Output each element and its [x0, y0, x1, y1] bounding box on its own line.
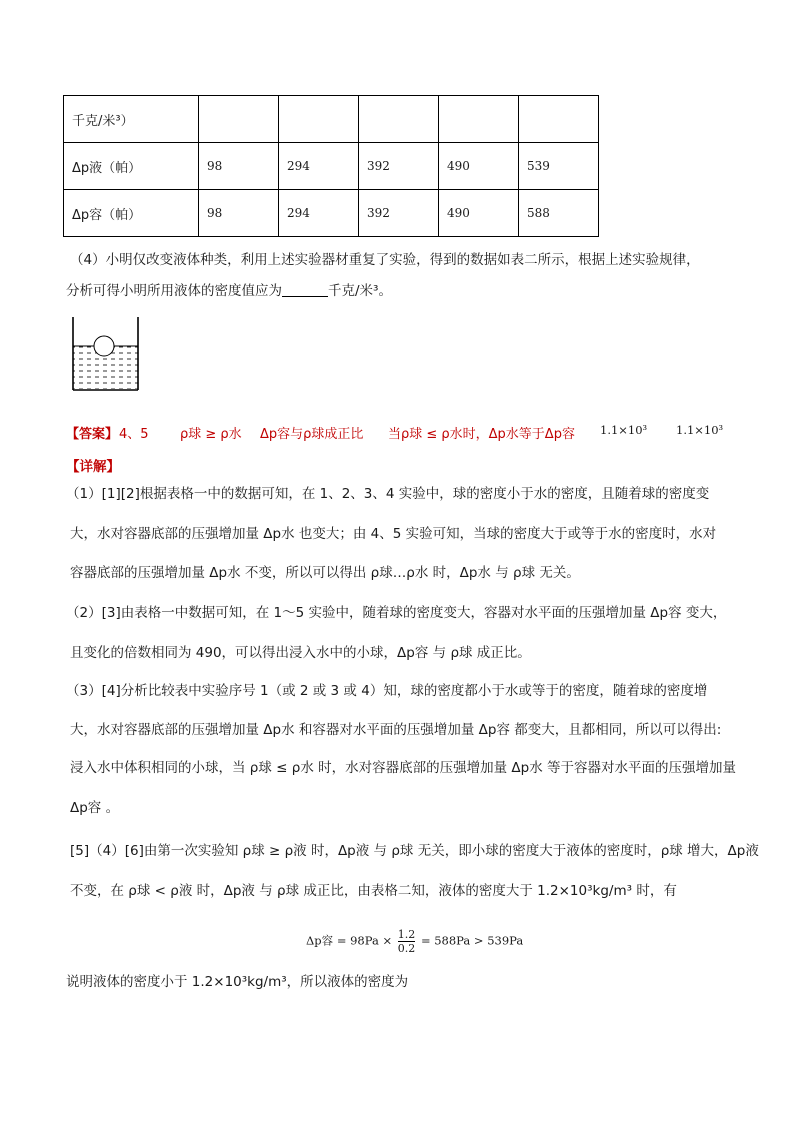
answer-3: Δp容与ρ球成正比: [260, 427, 364, 442]
detail-line: 容器底部的压强增加量 Δp水 不变，所以可以得出 ρ球…ρ水 时，Δp水 与 ρ球 无关。: [70, 565, 580, 581]
detail-line: （3）[4]分析比较表中实验序号 1（或 2 或 3 或 4）知，球的密度都小于水或等于的密度，随着球的密度增: [66, 683, 708, 699]
table-cell: [199, 96, 279, 143]
detail-line: 大，水对容器底部的压强增加量 Δp水 也变大；由 4、5 实验可知，当球的密度大于或等于水的密度时，水对: [70, 526, 717, 542]
row-label: Δp液（帕）: [64, 143, 199, 190]
formula-rhs: = 588Pa > 539Pa: [420, 933, 524, 948]
formula-denominator: 0.2: [397, 942, 416, 955]
table-cell: 98: [199, 143, 279, 190]
row-label: Δp容（帕）: [64, 190, 199, 237]
q4-line2-pre: 分析可得小明所用液体的密度值应为: [66, 283, 282, 299]
table-cell: 490: [439, 190, 519, 237]
table-cell: [519, 96, 599, 143]
table-cell: [279, 96, 359, 143]
answer-1: 4、5: [119, 427, 149, 442]
answer-4: 当ρ球 ≤ ρ水时，Δp水等于Δp容: [388, 427, 575, 442]
formula-fraction: [398, 928, 416, 955]
table-cell: [439, 96, 519, 143]
table-cell: 588: [519, 190, 599, 237]
table-cell: [359, 96, 439, 143]
beaker-diagram: [70, 314, 150, 394]
detail-line: 且变化的倍数相同为 490，可以得出浸入水中的小球，Δp容 与 ρ球 成正比。: [70, 645, 531, 661]
table-cell: 392: [359, 190, 439, 237]
table-cell: 539: [519, 143, 599, 190]
answer-2: ρ球 ≥ ρ水: [180, 427, 242, 442]
answer-5: 1.1×10³: [600, 423, 648, 437]
table-row: [64, 143, 599, 190]
q4-line2: [66, 281, 392, 301]
table-cell: 98: [199, 190, 279, 237]
table-row: [64, 190, 599, 237]
table-cell: 392: [359, 143, 439, 190]
row-label: 千克/米³）: [64, 96, 199, 143]
ball: [94, 336, 114, 356]
formula-numerator: 1.2: [397, 928, 416, 941]
answer-blank: [282, 282, 328, 297]
detail-line: 浸入水中体积相同的小球，当 ρ球 ≤ ρ水 时，水对容器底部的压强增加量 Δp水 等于容器对水平面的压强增加量: [70, 760, 737, 776]
table-cell: 294: [279, 143, 359, 190]
table-row: [64, 96, 599, 143]
q4-line2-post: 千克/米³。: [328, 283, 392, 299]
table-cell: 294: [279, 190, 359, 237]
detail-line: 不变，在 ρ球 < ρ液 时，Δp液 与 ρ球 成正比，由表格二知，液体的密度大于 1.2×10³kg/m³ 时，有: [70, 883, 677, 899]
detail-line: 大，水对容器底部的压强增加量 Δp水 和容器对水平面的压强增加量 Δp容 都变大，且都相同，所以可以得出:: [70, 722, 722, 738]
detail-line: [5]（4）[6]由第一次实验知 ρ球 ≥ ρ液 时，Δp液 与 ρ球 无关，即小球的密度大于液体的密度时，ρ球 增大，Δp液: [70, 843, 759, 859]
formula-lhs: Δp容 = 98Pa ×: [306, 933, 393, 948]
detail-line: （2）[3]由表格一中数据可知，在 1～5 实验中，随着球的密度变大，容器对水平面的压强增加量 Δp容 变大，: [66, 605, 727, 621]
detail-line: （1）[1][2]根据表格一中的数据可知，在 1、2、3、4 实验中，球的密度小于水的密度，且随着球的密度变: [66, 486, 710, 502]
answer-tag: 【答案】: [66, 427, 119, 442]
detail-last-line: 说明液体的密度小于 1.2×10³kg/m³，所以液体的密度为: [66, 974, 409, 990]
answer-6: 1.1×10³: [676, 423, 724, 437]
data-table: [63, 95, 599, 237]
table-cell: 490: [439, 143, 519, 190]
detail-line: Δp容 。: [70, 800, 120, 816]
formula: [306, 928, 523, 955]
q4-line1: （4）小明仅改变液体种类，利用上述实验器材重复了实验，得到的数据如表二所示，根据上述实验规律，: [70, 252, 700, 268]
detail-tag: 【详解】: [66, 459, 120, 475]
